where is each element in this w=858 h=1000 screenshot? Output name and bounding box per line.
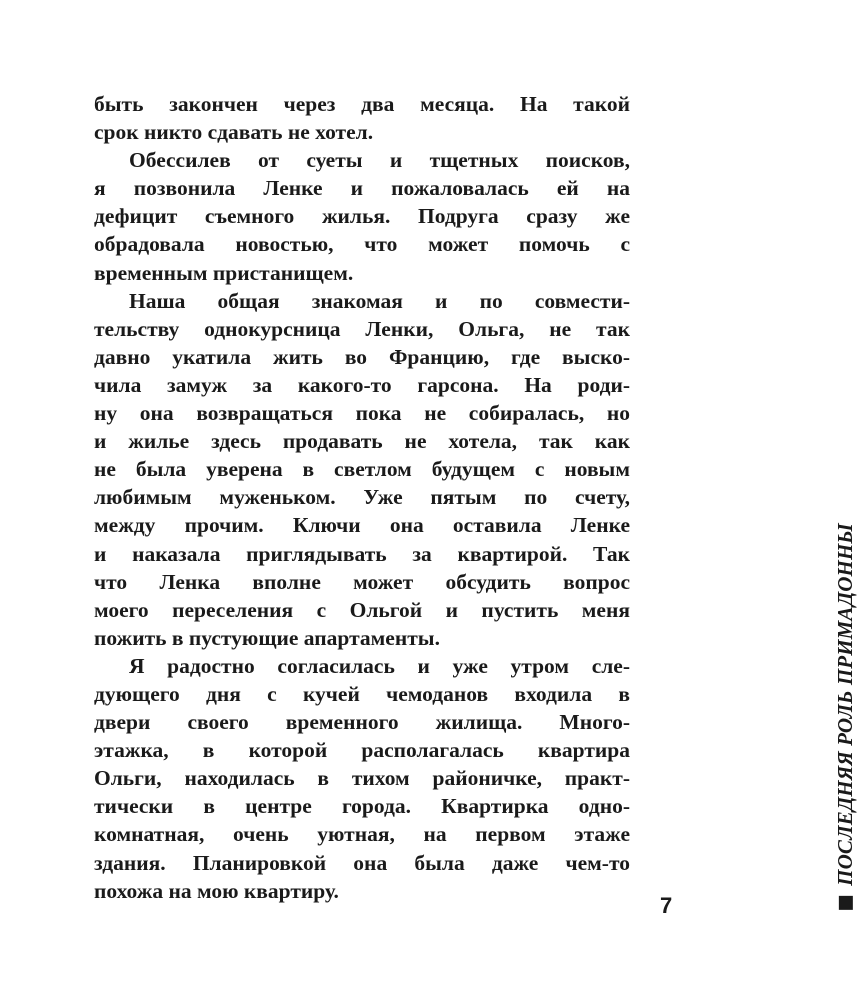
text-line: пожить в пустующие апартаменты. — [94, 625, 440, 650]
text-line: Наша общая знакомая и по совмести- — [129, 288, 630, 313]
text-line: обрадовала новостью, что может помочь с — [94, 232, 630, 257]
text-line: и наказала приглядывать за квартирой. Так — [94, 541, 630, 566]
text-line: что Ленка вполне может обсудить вопрос — [94, 569, 630, 594]
text-line: Я радостно согласилась и уже утром сле- — [129, 653, 630, 678]
text-line: моего переселения с Ольгой и пустить меня — [94, 597, 630, 622]
body-text — [94, 90, 630, 905]
text-line: дефицит съемного жилья. Подруга сразу же — [94, 204, 630, 229]
text-line: быть закончен через два месяца. На такой — [94, 92, 630, 116]
text-line: тически в центре города. Квартирка одно- — [94, 794, 630, 819]
text-line: я позвонила Ленке и пожаловалась ей на — [94, 176, 630, 201]
text-line: временным пристанищем. — [94, 260, 354, 285]
text-line: похожа на мою квартиру. — [94, 878, 339, 903]
text-line: давно укатила жить во Францию, где выско- — [94, 344, 630, 369]
text-line: ну она возвращаться пока не собиралась, но — [94, 401, 630, 426]
text-line: срок никто сдавать не хотел. — [94, 120, 374, 145]
running-title — [652, 522, 857, 886]
page-number: 7 — [660, 893, 673, 918]
square-bullet-icon — [838, 895, 852, 909]
text-line: Обессилев от суеты и тщетных поисков, — [129, 148, 630, 173]
text-line: двери своего временного жилища. Много- — [94, 710, 630, 735]
text-line: Ольги, находилась в тихом районичке, практ- — [94, 766, 630, 791]
text-line: любимым муженьком. Уже пятым по счету, — [94, 485, 630, 510]
text-line: комнатная, очень уютная, на первом этаже — [94, 822, 630, 847]
text-line: и жилье здесь продавать не хотела, так как — [94, 429, 630, 454]
text-line: не была уверена в светлом будущем с новым — [94, 457, 630, 482]
running-title-text: ПОСЛЕДНЯЯ РОЛЬ ПРИМАДОННЫ — [832, 522, 857, 886]
text-line: тельству однокурсница Ленки, Ольга, не так — [94, 316, 630, 341]
text-line: дующего дня с кучей чемоданов входила в — [94, 681, 630, 706]
text-line: чила замуж за какого-то гарсона. На роди- — [94, 372, 630, 397]
text-line: этажка, в которой располагалась квартира — [94, 738, 630, 763]
text-line: здания. Планировкой она была даже чем-то — [94, 850, 630, 875]
text-line: между прочим. Ключи она оставила Ленке — [94, 513, 630, 538]
